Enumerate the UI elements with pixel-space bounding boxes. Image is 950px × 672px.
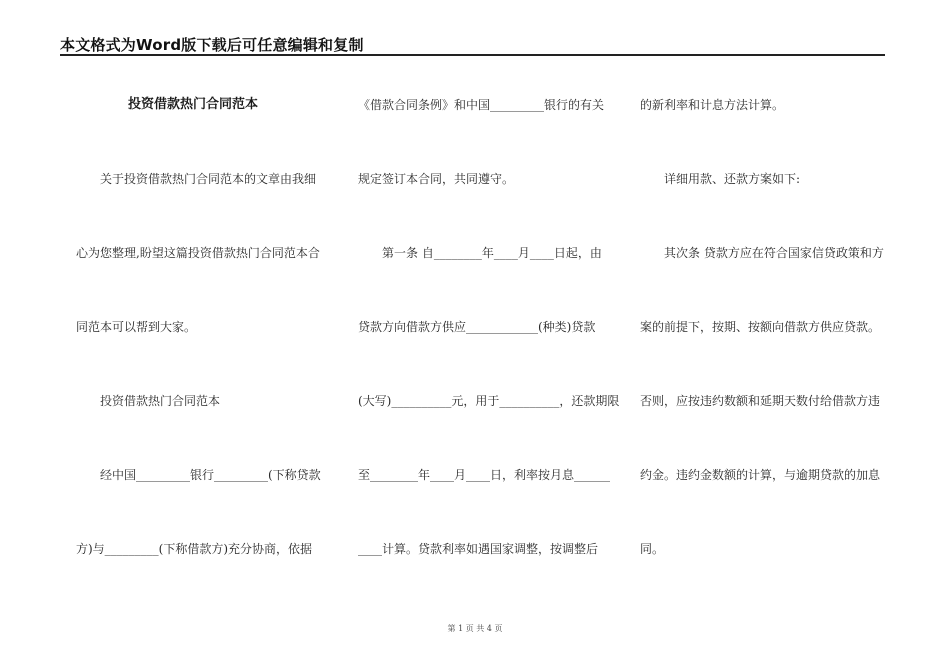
- text-line: 至________年____月____日，利率按月息______: [358, 468, 611, 482]
- text-line: 《借款合同条例》和中国_________银行的有关: [358, 98, 605, 112]
- text-column-2: [358, 98, 620, 616]
- page-number: 第 1 页 共 4 页: [447, 624, 503, 633]
- text-line: 方)与_________(下称借款方)充分协商，依据: [76, 542, 313, 556]
- text-line: 规定签订本合同，共同遵守。: [358, 172, 515, 186]
- text-line: 案的前提下，按期、按额向借款方供应贷款。: [640, 320, 881, 334]
- text-line: 同范本可以帮到大家。: [76, 320, 197, 334]
- text-column-1: [76, 98, 326, 616]
- text-line: 否则，应按违约数额和延期天数付给借款方违: [640, 394, 881, 408]
- text-line: 第一条 自________年____月____日起，由: [358, 246, 602, 260]
- text-line: 详细用款、还款方案如下:: [640, 172, 801, 186]
- text-line: 约金。违约金数额的计算，与逾期贷款的加息: [640, 468, 881, 482]
- document-title: 投资借款热门合同范本: [76, 97, 259, 112]
- header-divider: [60, 54, 885, 56]
- text-line: 经中国_________银行_________(下称贷款: [76, 468, 321, 482]
- text-line: ____计算。贷款利率如遇国家调整，按调整后: [358, 542, 599, 556]
- text-line: 心为您整理,盼望这篇投资借款热门合同范本合: [76, 246, 320, 260]
- document-banner: 本文格式为Word版下载后可任意编辑和复制: [60, 36, 364, 54]
- text-column-3: [640, 98, 890, 616]
- text-line: (大写)__________元，用于__________，还款期限: [358, 394, 620, 408]
- text-line: 同。: [640, 542, 665, 556]
- section-heading: 投资借款热门合同范本: [76, 394, 221, 408]
- text-line: 的新利率和计息方法计算。: [640, 98, 785, 112]
- text-line: 关于投资借款热门合同范本的文章由我细: [76, 172, 317, 186]
- text-line: 其次条 贷款方应在符合国家信贷政策和方: [640, 246, 884, 260]
- text-line: 贷款方向借款方供应____________(种类)贷款: [358, 320, 596, 334]
